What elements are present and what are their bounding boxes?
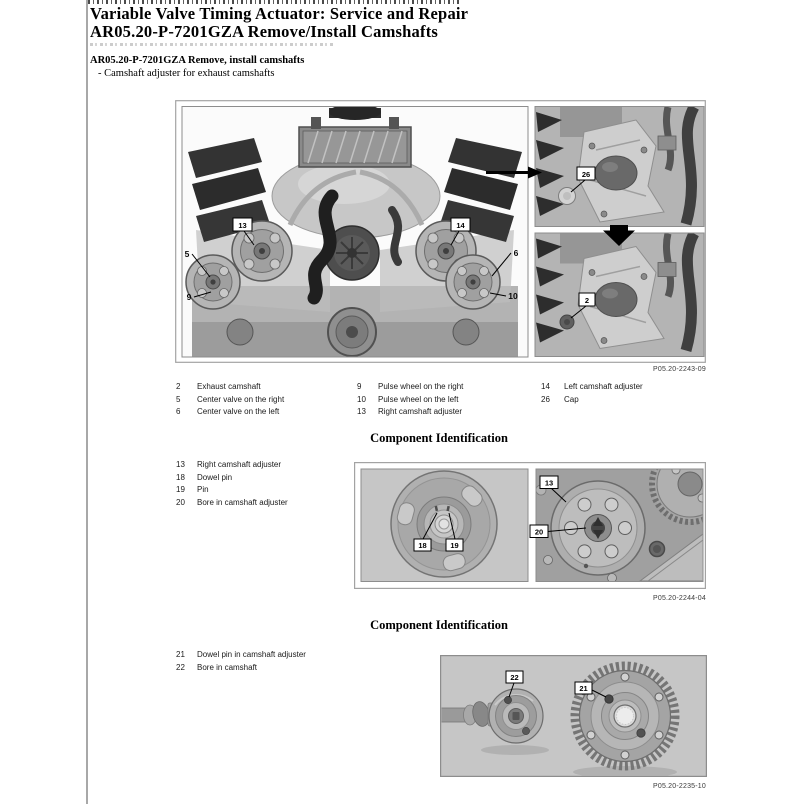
legend-row	[357, 381, 463, 394]
legend-row	[357, 394, 463, 407]
legend-item-label: Pin	[197, 485, 209, 494]
figure1-engine-overview	[175, 100, 706, 363]
legend-item-label: Cap	[564, 394, 579, 404]
legend-row	[176, 484, 288, 497]
figure2-pulse-wheel-and-adjuster	[354, 462, 706, 589]
figure2-code: P05.20-2244-04	[652, 595, 706, 602]
legend-item-label: Pulse wheel on the left	[378, 394, 459, 404]
figure1-legend-col1	[176, 381, 284, 419]
legend-item-number: 22	[176, 662, 185, 672]
legend-item-number: 13	[176, 460, 185, 469]
legend-item-label: Right camshaft adjuster	[378, 407, 463, 416]
legend-row	[176, 406, 284, 419]
page-title-line1: Variable Valve Timing Actuator: Service and Repair	[90, 4, 469, 23]
legend-item-number: 26	[541, 394, 550, 404]
section-heading-component-identification: Component Identification	[370, 618, 508, 632]
legend-item-label: Exhaust camshaft	[197, 382, 261, 391]
svg-text:14: 14	[456, 221, 465, 230]
legend-row	[176, 649, 306, 662]
pulse-wheel	[446, 255, 500, 309]
legend-item-label: Dowel pin	[197, 472, 233, 482]
svg-text:18: 18	[418, 541, 427, 550]
legend-item-number: 6	[176, 407, 181, 416]
legend-item-number: 2	[176, 382, 181, 391]
figure1-legend-col3	[541, 381, 643, 406]
figure3-camshaft-and-gear	[440, 655, 707, 777]
section-heading-component-identification: Component Identification	[370, 431, 508, 445]
legend-row	[357, 406, 463, 419]
svg-text:21: 21	[579, 684, 588, 693]
legend-item-number: 10	[357, 394, 366, 404]
figure3-code: P05.20-2235-10	[652, 783, 706, 790]
legend-item-label: Bore in camshaft	[197, 662, 258, 672]
svg-text:9: 9	[186, 292, 192, 302]
legend-item-number: 21	[176, 650, 185, 659]
legend-item-label: Dowel pin in camshaft adjuster	[197, 650, 306, 659]
legend-row	[176, 662, 306, 675]
svg-text:20: 20	[534, 527, 544, 537]
svg-text:22: 22	[510, 673, 519, 682]
legend-item-label: Pulse wheel on the right	[378, 382, 464, 391]
svg-text:13: 13	[544, 478, 554, 488]
figure3-legend	[176, 649, 306, 674]
legend-item-number: 9	[357, 382, 362, 391]
procedure-item: - Camshaft adjuster for exhaust camshafts	[98, 68, 275, 79]
legend-item-number: 14	[541, 382, 550, 391]
legend-row	[541, 381, 643, 394]
svg-text:10: 10	[508, 291, 518, 301]
legend-item-number: 5	[176, 394, 181, 404]
legend-row	[176, 472, 288, 485]
svg-text:5: 5	[184, 249, 190, 259]
legend-item-number: 13	[357, 407, 366, 416]
svg-text:19: 19	[450, 541, 459, 550]
svg-text:13: 13	[238, 221, 247, 230]
figure1-legend-col2	[357, 381, 463, 419]
legend-item-number: 18	[176, 472, 185, 482]
page-left-rule	[86, 0, 88, 804]
procedure-title: AR05.20-P-7201GZA Remove, install camshafts	[90, 55, 305, 66]
pulse-wheel-photo	[391, 471, 497, 577]
legend-item-number: 19	[176, 485, 185, 494]
legend-row	[176, 381, 284, 394]
legend-row	[176, 459, 288, 472]
legend-item-label: Left camshaft adjuster	[564, 382, 643, 391]
figure1-code: P05.20-2243-09	[652, 366, 706, 373]
svg-text:2: 2	[584, 296, 590, 305]
pulse-wheel	[186, 255, 240, 309]
svg-text:6: 6	[513, 248, 519, 258]
legend-row	[541, 394, 643, 407]
faint-microtext-line	[90, 43, 334, 46]
legend-row	[176, 394, 284, 407]
figure2-legend	[176, 459, 288, 509]
legend-item-label: Center valve on the right	[197, 394, 285, 404]
legend-item-label: Center valve on the left	[197, 407, 280, 416]
page-title-line2: AR05.20-P-7201GZA Remove/Install Camshafts	[90, 22, 439, 41]
legend-item-number: 20	[176, 497, 185, 507]
legend-item-label: Right camshaft adjuster	[197, 460, 282, 469]
legend-row	[176, 497, 288, 510]
svg-text:26: 26	[581, 170, 591, 179]
legend-item-label: Bore in camshaft adjuster	[197, 497, 288, 507]
